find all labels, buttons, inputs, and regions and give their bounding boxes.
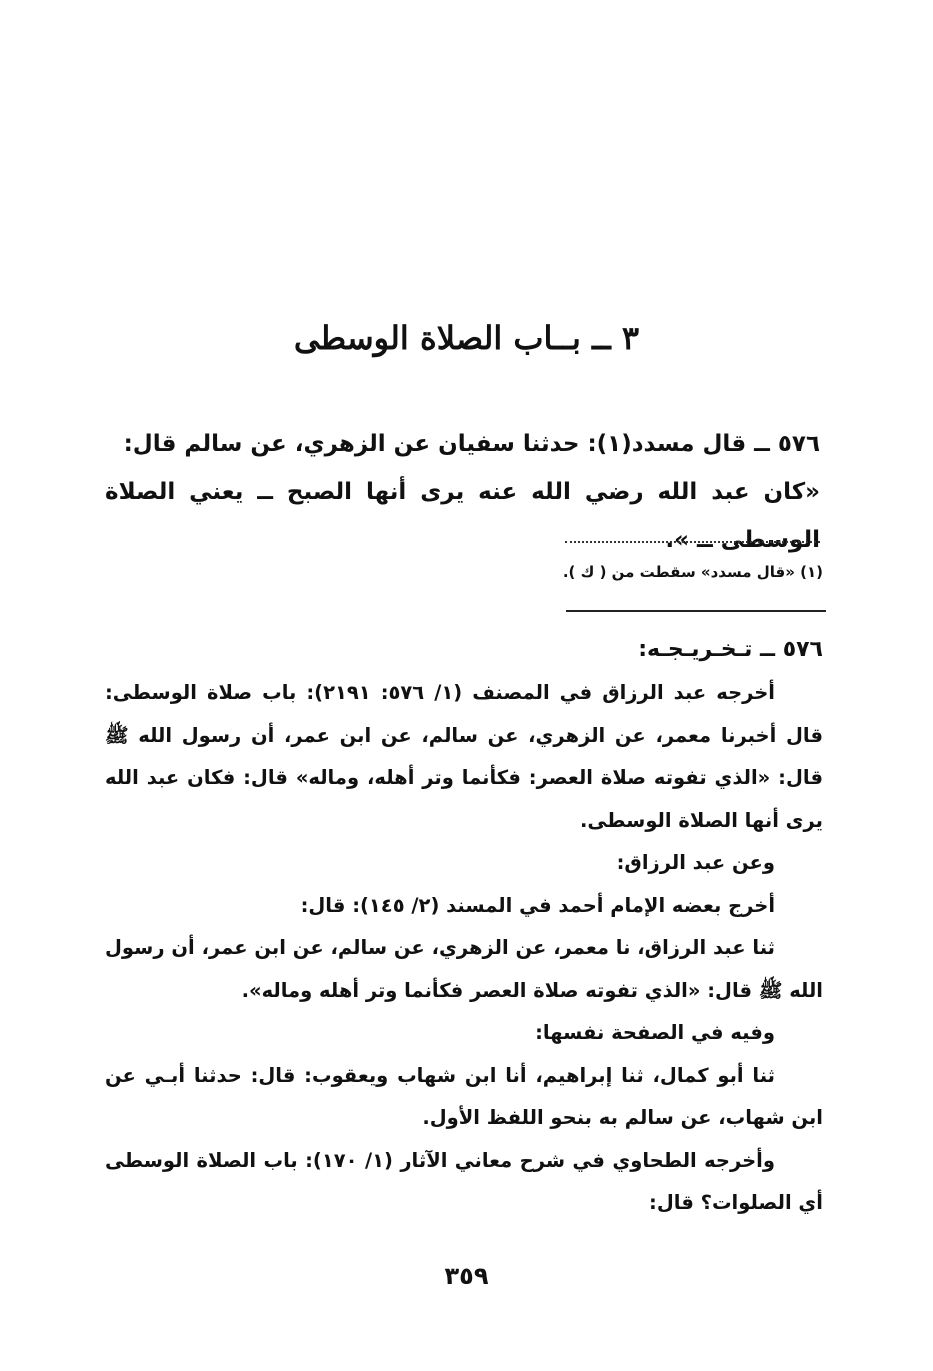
- page-number: ٣٥٩: [444, 1262, 489, 1290]
- footnote-separator: [565, 541, 820, 543]
- takhrij-paragraph: وعن عبد الرزاق:: [616, 851, 775, 874]
- takhrij-paragraph: ثنا عبد الرزاق، نا معمر، عن الزهري، عن سالم، عن ابن عمر، أن رسول الله ﷺ قال: «الذي تفوته صلاة العصر فكأنما وتر أهله وماله».: [105, 936, 823, 1002]
- chapter-title: ٣ ــ بــاب الصلاة الوسطى: [293, 319, 640, 357]
- takhrij-paragraph: وأخرجه الطحاوي في شرح معاني الآثار (١/ ١٧٠): باب الصلاة الوسطى أي الصلوات؟ قال:: [105, 1148, 823, 1214]
- takhrij-paragraph: أخرجه عبد الرزاق في المصنف (١/ ٥٧٦: ٢١٩١): باب صلاة الوسطى: قال أخبرنا معمر، عن الزهري، عن سالم، عن ابن عمر، أن رسول الله ﷺ قال: «الذي تفوته صلاة العصر: فكأنما وتر أهله، وماله» قال: فكان عبد الله يرى أنها الصلاة الوسطى.: [105, 681, 823, 832]
- takhrij-paragraph: وفيه في الصفحة نفسها:: [535, 1021, 775, 1044]
- footnote: (١) «قال مسدد» سقطت من ( ك ).: [562, 563, 823, 581]
- takhrij-heading: ٥٧٦ ــ تـخـريـجـه:: [638, 637, 823, 662]
- takhrij-paragraph: أخرج بعضه الإمام أحمد في المسند (٢/ ١٤٥): قال:: [300, 893, 775, 917]
- takhrij-body: [105, 672, 823, 1225]
- hadith-line: «كان عبد الله رضي الله عنه يرى أنها الصبح ــ يعني الصلاة الوسطى ــ ».: [105, 479, 820, 553]
- section-divider: [566, 610, 826, 612]
- hadith-line: ٥٧٦ ــ قال مسدد(١): حدثنا سفيان عن الزهري، عن سالم قال:: [123, 431, 820, 457]
- takhrij-paragraph: ثنا أبو كمال، ثنا إبراهيم، أنا ابن شهاب ويعقوب: قال: حدثنا أبـي عن ابن شهاب، عن سالم به بنحو اللفظ الأول.: [105, 1063, 823, 1129]
